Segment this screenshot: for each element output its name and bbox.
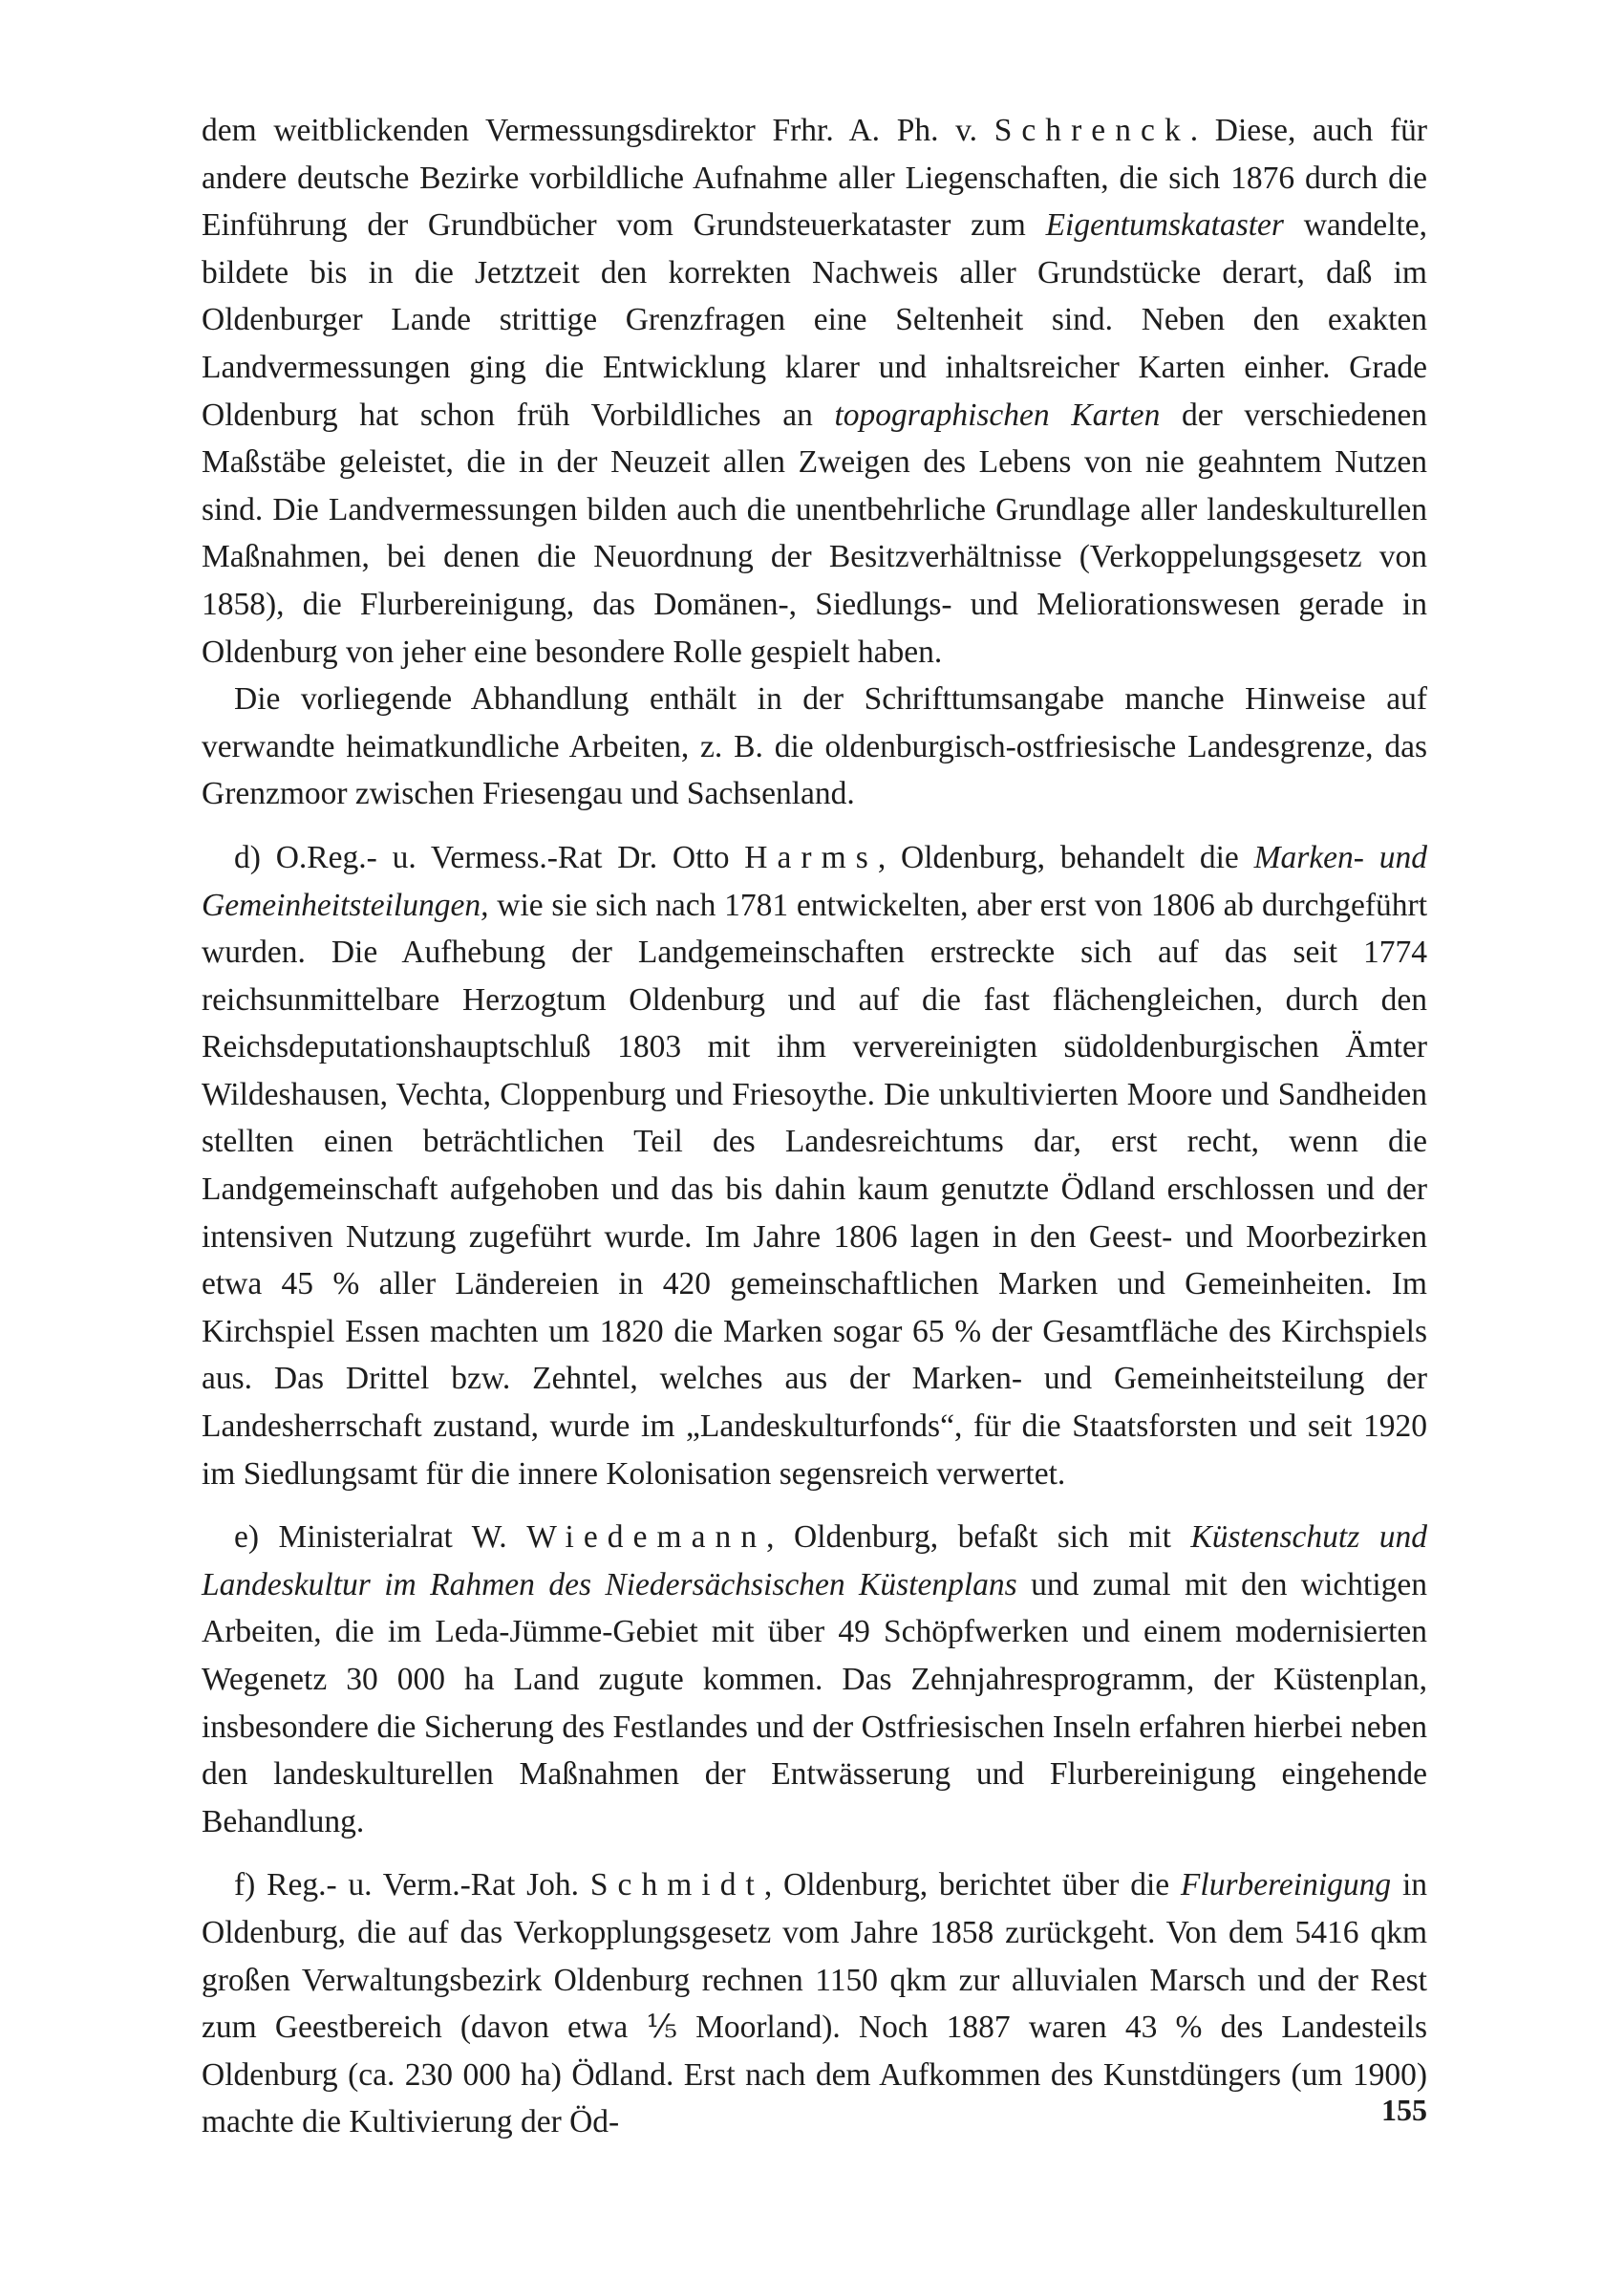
text-run: , Oldenburg, berichtet über die [763,1867,1181,1903]
text-run: wandelte, bildete bis in die Jetztzeit den korrekten Nachweis aller Grundstücke derart, daß im Oldenburger Lande strittige Grenzfragen eine Seltenheit sind. Neben den exakten Landvermessungen ging die Entwicklung klarer und inhaltsreicher Karten einher. Grade Oldenburg hat schon früh Vorbildliches an [202,207,1427,433]
text-run: f) Reg.- u. Verm.-Rat Joh. [234,1867,590,1903]
text-run: , Oldenburg, befaßt sich mit [766,1519,1191,1556]
paragraph-abhandlung [202,676,1427,818]
author-name-schmidt: Schmidt [589,1867,764,1903]
text-run: d) O.Reg.- u. Vermess.-Rat Dr. Otto [234,839,745,875]
text-run: dem weitblickenden Vermessungsdirektor Frhr. A. Ph. v. [202,113,994,148]
text-run: in Oldenburg, die auf das Verkopplungsgesetz vom Jahre 1858 zurückgeht. Von dem 5416 qkm großen Verwaltungsbezirk Oldenburg rechnen 1150 qkm zur alluvialen Marsch und der Rest zum Geestbereich (davon etwa ⅕ Moorland). Noch 1887 waren 43 % des Landesteils Oldenburg (ca. 230 000 ha) Ödland. Erst nach dem Aufkommen des Kunstdüngers (um 1900) machte die Kultivierung der Öd- [202,1867,1427,2140]
author-name-harms: Harms [744,839,878,875]
paragraph-vermessung [202,107,1427,676]
italic-title: Flurbereinigung [1180,1867,1392,1903]
italic-term: topographischen Karten [834,397,1161,433]
author-name-schrenck: Schrenck [994,113,1190,148]
text-run: . Diese, auch für andere deutsche Bezirke vorbildliche Aufnahme aller Liegenschaften, die sich 1876 durch die Einführung der Grundbücher vom Grundsteuerkataster zum [202,113,1428,244]
body-text [202,107,1427,2146]
paragraph-e-wiedemann [202,1514,1427,1845]
italic-title: Marken- und Gemeinheitsteilungen, [202,839,1427,923]
page-number: 155 [1381,2093,1427,2127]
text-run: e) Ministerialrat W. [234,1519,527,1556]
text-run: Die vorliegende Abhandlung enthält in der Schrifttumsangabe manche Hinweise auf verwandte heimatkundliche Arbeiten, z. B. die oldenburgisch-ostfriesische Landesgrenze, das Grenzmoor zwischen Friesengau und Sachsenland. [202,681,1427,812]
paragraph-f-schmidt [202,1861,1427,2146]
text-run: , Oldenburg, behandelt die [877,839,1254,875]
text-run: wie sie sich nach 1781 entwickelten, aber erst von 1806 ab durchgeführt wurden. Die Aufhebung der Landgemeinschaften erstreckte sich auf das seit 1774 reichsunmittelbare Herzogtum Oldenburg und auf die fast flächengleichen, durch den Reichsdeputationshauptschluß 1803 mit ihm ververeinigten südoldenburgischen Ämter Wildeshausen, Vechta, Cloppenburg und Friesoythe. Die unkultivierten Moore und Sandheiden stellten einen beträchtlichen Teil des Landesreichtums dar, erst recht, wenn die Landgemeinschaft aufgehoben und das bis dahin kaum genutzte Ödland erschlossen und der intensiven Nutzung zugeführt wurde. Im Jahre 1806 lagen in den Geest- und Moorbezirken etwa 45 % aller Ländereien in 420 gemeinschaftlichen Marken und Gemeinheiten. Im Kirchspiel Essen machten um 1820 die Marken sogar 65 % der Gesamtfläche des Kirchspiels aus. Das Drittel bzw. Zehntel, welches aus der Marken- und Gemeinheitsteilung der Landesherrschaft zustand, wurde im „Landeskulturfonds“, für die Staatsforsten und seit 1920 im Siedlungsamt für die innere Kolonisation segensreich verwertet. [202,887,1427,1492]
text-run: der verschiedenen Maßstäbe geleistet, die in der Neuzeit allen Zweigen des Lebens von nie geahntem Nutzen sind. Die Landvermessungen bilden auch die unentbehrliche Grundlage aller landeskulturellen Maßnahmen, bei denen die Neuordnung der Besitzverhältnisse (Verkoppelungsgesetz von 1858), die Flurbereinigung, das Domänen-, Siedlungs- und Meliorationswesen gerade in Oldenburg von jeher eine besondere Rolle gespielt haben. [202,397,1427,670]
text-run: und zumal mit den wichtigen Arbeiten, die im Leda-Jümme-Gebiet mit über 49 Schöpfwerken und einem modernisierten Wegenetz 30 000 ha Land zugute kommen. Das Zehnjahresprogramm, der Küstenplan, insbesondere die Sicherung des Festlandes und der Ostfriesischen Inseln erfahren hierbei neben den landeskulturellen Maßnahmen der Entwässerung und Flurbereinigung eingehende Behandlung. [202,1566,1427,1839]
author-name-wiedemann: Wiedemann [526,1519,767,1556]
italic-term: Eigentumskataster [1045,207,1284,244]
paragraph-d-harms [202,834,1427,1497]
italic-title: Küstenschutz und Landeskultur im Rahmen des Niedersächsischen Küstenplans [202,1519,1427,1602]
